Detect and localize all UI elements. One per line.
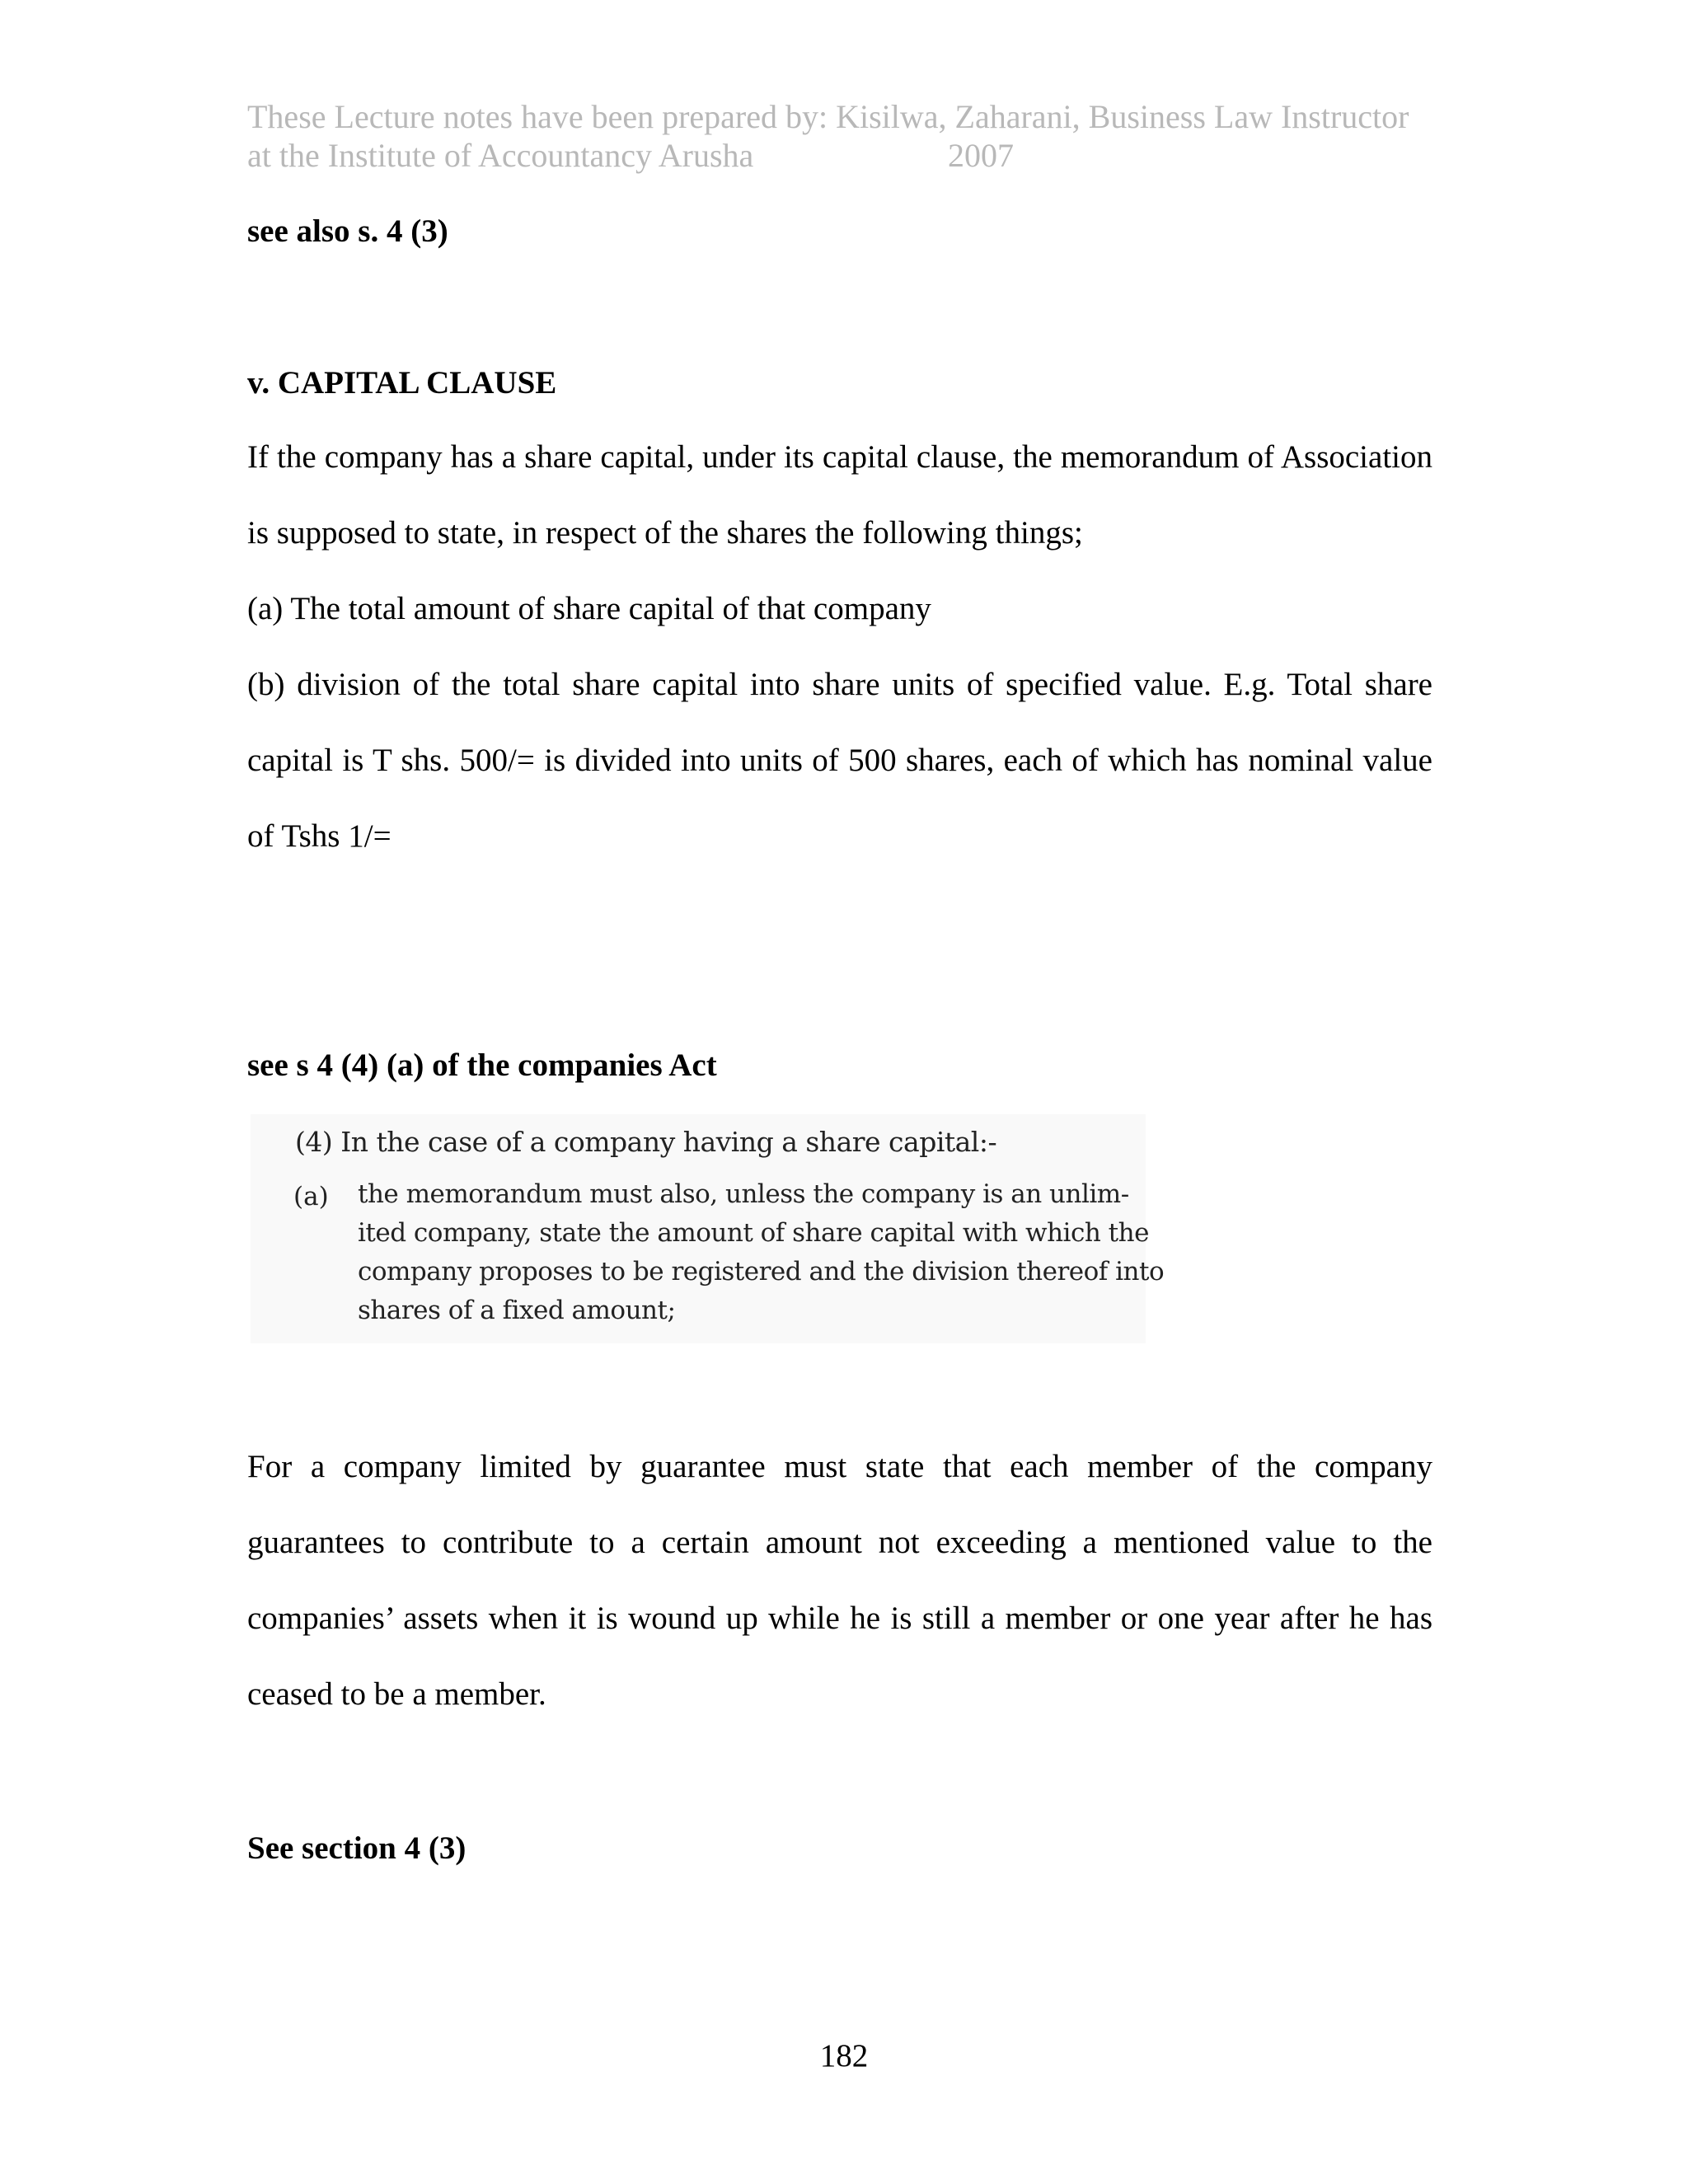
list-item-a: (a) The total amount of share capital of that company — [247, 591, 931, 626]
excerpt-heading: (4) In the case of a company having a share capital:- — [295, 1126, 997, 1158]
header-year: 2007 — [948, 137, 1014, 174]
header-institute-line: at the Institute of Accountancy Arusha — [247, 137, 754, 174]
page-header — [247, 97, 1484, 175]
section-reference: See section 4 (3) — [247, 1830, 467, 1866]
excerpt-line: company proposes to be registered and the division thereof into — [358, 1257, 1165, 1286]
page-number: 182 — [819, 2038, 869, 2074]
see-also-reference: see also s. 4 (3) — [247, 213, 448, 249]
section-heading: v. CAPITAL CLAUSE — [247, 365, 557, 401]
excerpt-line: ited company, state the amount of share capital with which the — [358, 1218, 1149, 1248]
guarantee-paragraph: For a company limited by guarantee must state that each member of the company guarantees to contribute to a certain amount not exceeding a mentioned value to the companies’ assets when it is wound up while he is still a member or one year after he has ceased to be a member. — [247, 1449, 1432, 1712]
intro-paragraph: If the company has a share capital, under its capital clause, the memorandum of Association is supposed to state, in respect of the shares the following things; — [247, 439, 1432, 551]
excerpt-text — [358, 1175, 1164, 1330]
list-item-b: (b) division of the total share capital into share units of specified value. E.g. Total share capital is T shs. 500/= is divided into units of 500 shares, each of which has nominal value of Tshs 1/= — [247, 667, 1432, 854]
excerpt-marker: (a) — [293, 1182, 329, 1212]
excerpt-line: the memorandum must also, unless the company is an unlim- — [358, 1179, 1129, 1209]
companies-act-reference: see s 4 (4) (a) of the companies Act — [247, 1047, 717, 1083]
statute-excerpt-image — [251, 1114, 1165, 1343]
header-author-line: These Lecture notes have been prepared by: Kisilwa, Zaharani, Business Law Instructor — [247, 98, 1409, 135]
excerpt-line: shares of a fixed amount; — [358, 1296, 676, 1325]
